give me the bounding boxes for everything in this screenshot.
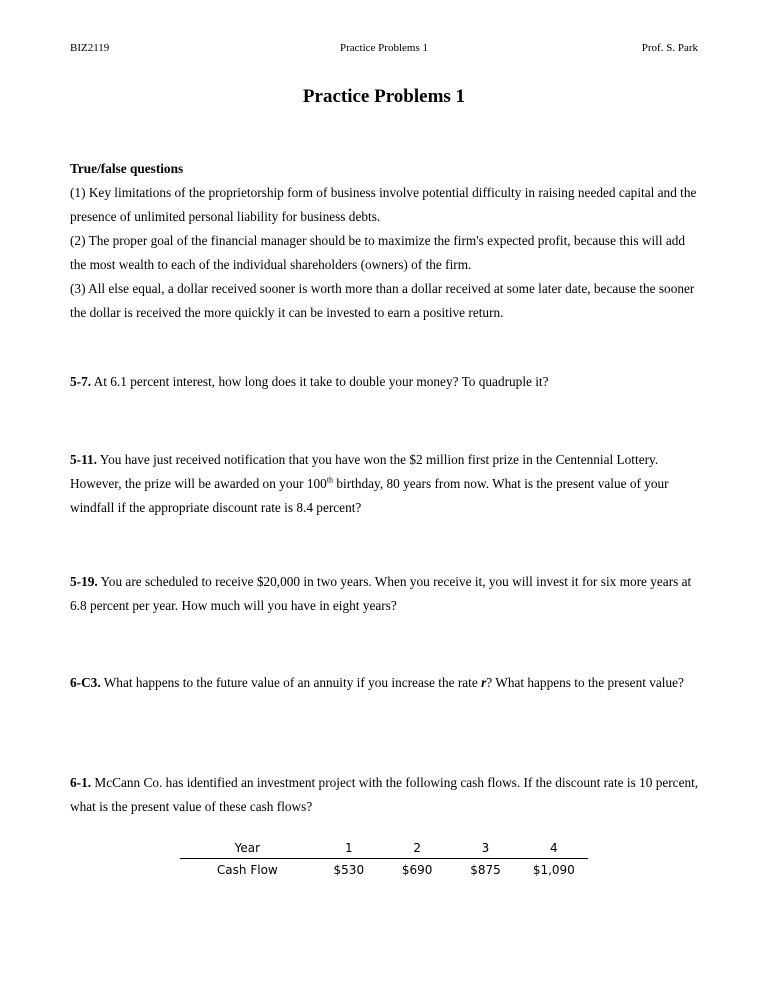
- problem-6-c3: [70, 671, 702, 695]
- ordinal-suffix: th: [326, 475, 334, 485]
- problem-text-cont: birthday, 80 years from now. What is the present value of your windfall if the appropriate discount rate is 8.4 percent?: [70, 476, 669, 515]
- true-false-item-3: (3) All else equal, a dollar received sooner is worth more than a dollar received at some later date, because the sooner the dollar is received the more quickly it can be invested to earn a positive return.: [70, 281, 695, 320]
- true-false-section: [70, 157, 702, 325]
- problem-6-1: [70, 771, 702, 819]
- problem-number: 6-C3.: [70, 675, 101, 690]
- problem-5-11: [70, 448, 702, 520]
- problem-number: 5-7.: [70, 374, 92, 389]
- header-doc-title: Practice Problems 1: [340, 42, 428, 54]
- problem-text: At 6.1 percent interest, how long does it take to double your money? To quadruple it?: [91, 374, 549, 389]
- page-header: [70, 42, 698, 58]
- table-row-year: [180, 837, 588, 859]
- year-cell: 4: [520, 837, 588, 859]
- problem-text: What happens to the future value of an annuity if you increase the rate: [100, 675, 482, 690]
- row-label-cash-flow: Cash Flow: [216, 862, 278, 877]
- true-false-item-2: (2) The proper goal of the financial manager should be to maximize the firm's expected profit, because this will add the most wealth to each of the individual shareholders (owners) of the firm.: [70, 233, 686, 272]
- problem-number: 5-19.: [70, 574, 98, 589]
- year-cell: 1: [315, 837, 383, 859]
- rate-variable: r: [481, 675, 487, 690]
- problem-text: You have just received notification that you have won the $2 million first prize in the Centennial Lottery. However, the prize will be awarded on your 100: [70, 452, 659, 491]
- header-course: BIZ2119: [70, 42, 110, 54]
- row-label-year: Year: [180, 837, 315, 859]
- cash-flow-table: [180, 837, 588, 880]
- cash-flow-cell: $530: [333, 862, 365, 877]
- year-cell: 3: [451, 837, 519, 859]
- problem-number: 5-11.: [70, 452, 97, 467]
- table-row-cash-flow: [180, 859, 588, 881]
- page-title: Practice Problems 1: [302, 86, 466, 107]
- problem-5-7: [70, 370, 702, 394]
- problem-number: 6-1.: [70, 775, 92, 790]
- problem-text: McCann Co. has identified an investment project with the following cash flows. If the discount rate is 10 percent, what is the present value of these cash flows?: [70, 775, 699, 814]
- true-false-item-1: (1) Key limitations of the proprietorship form of business involve potential difficulty in raising needed capital and the presence of unlimited personal liability for business debts.: [70, 185, 697, 224]
- cash-flow-cell: $690: [401, 862, 433, 877]
- true-false-heading: True/false questions: [70, 161, 184, 176]
- year-cell: 2: [383, 837, 451, 859]
- cash-flow-cell: $875: [470, 862, 501, 877]
- header-instructor: Prof. S. Park: [641, 42, 698, 54]
- cash-flow-cell: $1,090: [532, 862, 575, 877]
- problem-text: You are scheduled to receive $20,000 in two years. When you receive it, you will invest it for six more years at 6.8 percent per year. How much will you have in eight years?: [70, 574, 692, 613]
- problem-5-19: [70, 570, 702, 618]
- problem-text-cont: ? What happens to the present value?: [486, 675, 684, 690]
